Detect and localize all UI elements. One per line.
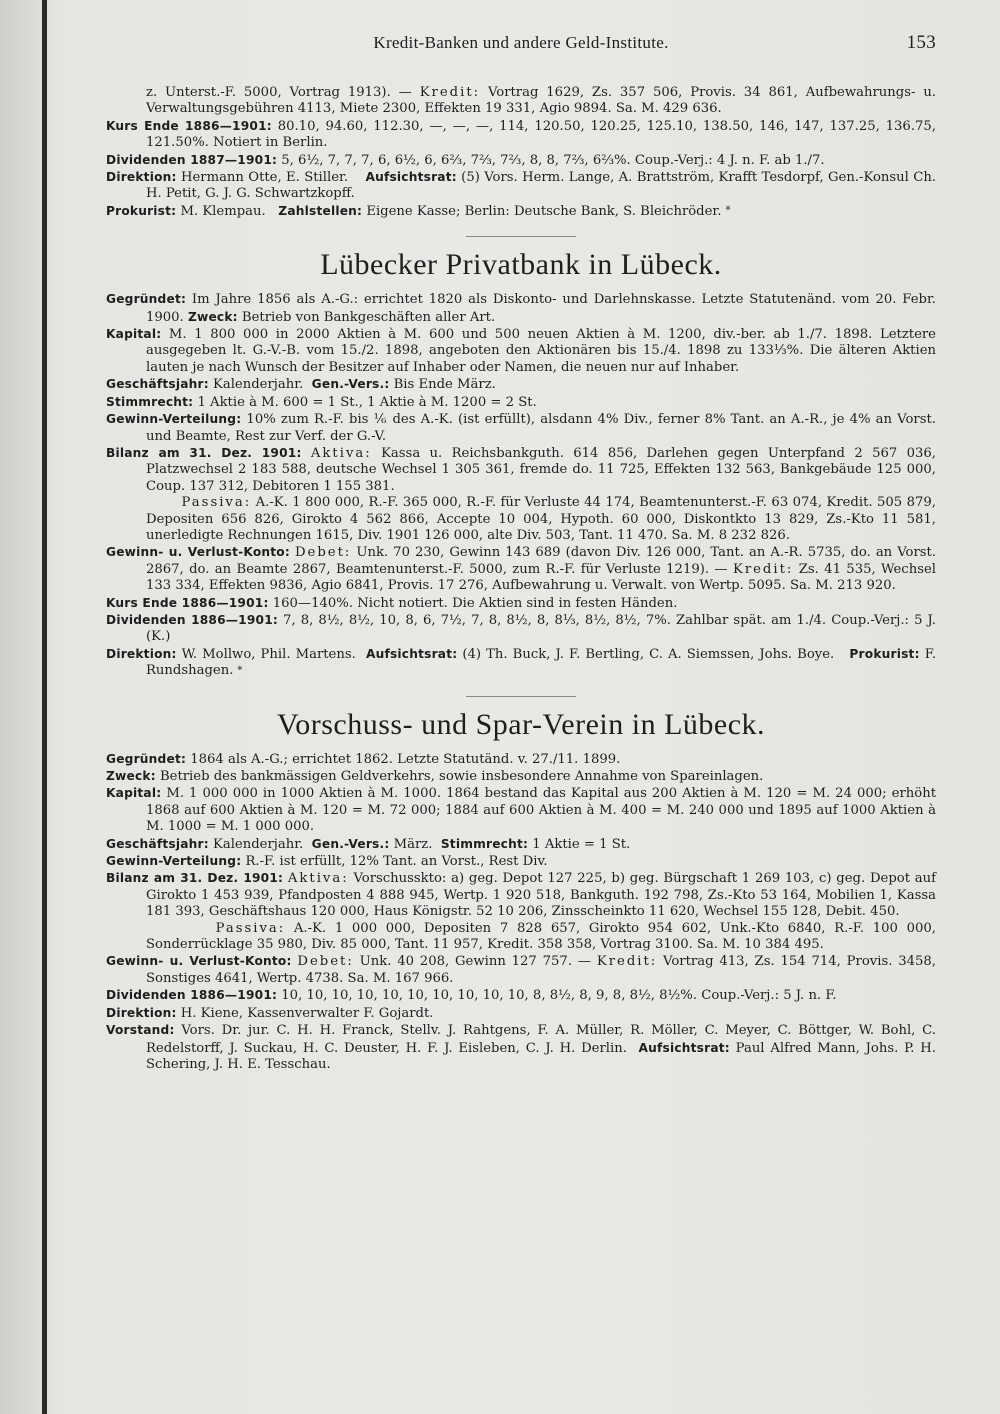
- e1-dividenden: Dividenden 1886—1901: 7, 8, 8½, 8½, 10, 8, 6, 7½, 7, 8, 8½, 8, 8⅓, 8½, 8½, 7%. Zahlbar spät. am 1./4. Coup.-Verj.: 5 J. (K.): [106, 612, 936, 645]
- e1-kapital: Kapital: M. 1 800 000 in 2000 Aktien à M. 600 und 500 neuen Aktien à M. 1200, div.-ber. ab 1./7. 1898. Letztere ausgegeben lt. G.-V.-B. vom 15./2. 1898, angeboten den Aktionären bis 15./4. 1898 zu 133⅓%. Die älteren Aktien lauten je nach Wunsch der Besitzer auf Inhaber oder Namen, die neuen nur auf Inhaber.: [106, 327, 936, 375]
- e1-kurs: Kurs Ende 1886—1901: 160—140%. Nicht notiert. Die Aktien sind in festen Händen.: [106, 595, 678, 611]
- page-number: 153: [906, 32, 936, 53]
- e1-gewinn-verteilung: Gewinn-Verteilung: 10% zum R.-F. bis ⅙ des A.-K. (ist erfüllt), alsdann 4% Div., ferner 8% Tant. an A.-R., je 4% an Vorst. und Beamte, Rest zur Verf. der G.-V.: [106, 412, 936, 444]
- running-head: [106, 32, 936, 63]
- e2-bilanz-aktiva: Bilanz am 31. Dez. 1901: Aktiva: Vorschusskto: a) geg. Depot 127 225, b) geg. Bürgschaft 1 269 103, c) geg. Depot auf Girokto 1 453 939, Pfandposten 4 888 945, Wertp. 1 920 518, Bankguth. 192 798, Zs.-Kto 53 164, Mobilien 1, Kassa 181 393, Geschäftshaus 120 000, Haus Königstr. 52 10 206, Zinsscheinkto 11 620, Wechsel 155 128, Debit. 450.: [106, 871, 936, 920]
- e1-bilanz-passiva: Passiva: A.-K. 1 800 000, R.-F. 365 000, R.-F. für Verluste 44 174, Beamtenunterst.-F. 63 074, Kredit. 505 879, Depositen 656 826, Girokto 4 562 866, Accepte 10 004, Hypoth. 60 000, Diskontkto 13 829, Zs.-Kto 11 581, unerledigte Rechnungen 1615, Div. 1901 126 000, alte Div. 503, Tant. 11 470. Sa. M. 8 232 826.: [146, 495, 936, 543]
- e1-bilanz-aktiva: Bilanz am 31. Dez. 1901: Aktiva: Kassa u. Reichsbankguth. 614 856, Darlehen gegen Unterpfand 2 567 036, Platzwechsel 2 183 588, deutsche Wechsel 1 305 361, fremde do. 11 725, Effekten 132 563, Bankgebäude 125 000, Coup. 137 312, Debitoren 1 155 381.: [106, 445, 936, 494]
- section-divider: [466, 236, 576, 237]
- prev-kredit-text: z. Unterst.-F. 5000, Vortrag 1913). — Kredit: Vortrag 1629, Zs. 357 506, Provis. 34 861, Aufbewahrungs- u. Verwaltungsgebühren 4113, Miete 2300, Effekten 19 331, Agio 9894. Sa. M. 429 636.: [146, 85, 937, 117]
- e2-direktion: Direktion: H. Kiene, Kassenverwalter F. Gojardt.: [106, 1005, 434, 1021]
- entry-title-luebecker-privatbank: Lübecker Privatbank in Lübeck.: [320, 248, 722, 282]
- e1-stimmrecht: Stimmrecht: 1 Aktie à M. 600 = 1 St., 1 Aktie à M. 1200 = 2 St.: [106, 394, 537, 410]
- prev-kurs: Kurs Ende 1886—1901: 80.10, 94.60, 112.30, —, —, —, 114, 120.50, 120.25, 125.10, 138.50, 146, 147, 137.25, 136.75, 121.50%. Notiert in Berlin.: [106, 118, 936, 151]
- e1-geschaeftsjahr: Geschäftsjahr: Kalenderjahr. Gen.-Vers.: Bis Ende März.: [106, 377, 496, 393]
- e2-zweck: Zweck: Betrieb des bankmässigen Geldverkehrs, sowie insbesondere Annahme von Spareinlagen.: [106, 769, 764, 784]
- e2-geschaeftsjahr: Geschäftsjahr: Kalenderjahr. Gen.-Vers.: März. Stimmrecht: 1 Aktie = 1 St.: [106, 836, 631, 852]
- e2-gegruendet: Gegründet: 1864 als A.-G.; errichtet 1862. Letzte Statutänd. v. 27./11. 1899.: [106, 751, 621, 767]
- e1-gegruendet: Gegründet: Im Jahre 1856 als A.-G.: errichtet 1820 als Diskonto- und Darlehnskasse. Letzte Statutenänd. vom 20. Febr. 1900. Zweck: Betrieb von Bankgeschäften aller Art.: [106, 292, 936, 325]
- e2-gewinn-verlust: Gewinn- u. Verlust-Konto: Debet: Unk. 40 208, Gewinn 127 757. — Kredit: Vortrag 413, Zs. 154 714, Provis. 3458, Sonstiges 4641, Wertp. 4738. Sa. M. 167 966.: [106, 954, 936, 986]
- entry-title-vorschuss-verein: Vorschuss- und Spar-Verein in Lübeck.: [276, 707, 766, 741]
- running-head-title: Kredit-Banken und andere Geld-Institute.: [373, 33, 669, 52]
- e2-gewinn-verteilung: Gewinn-Verteilung: R.-F. ist erfüllt, 12% Tant. an Vorst., Rest Div.: [106, 854, 548, 870]
- binding-rule: [42, 0, 47, 1414]
- section-divider: [466, 696, 576, 697]
- prev-dividenden: Dividenden 1887—1901: 5, 6½, 7, 7, 7, 6, 6½, 6, 6⅔, 7⅔, 7⅔, 8, 8, 7⅔, 6⅔%. Coup.-Verj.: 4 J. n. F. ab 1./7.: [106, 152, 825, 168]
- e2-vorstand: Vorstand: Vors. Dr. jur. C. H. H. Franck, Stellv. J. Rahtgens, F. A. Müller, R. Möller, C. Meyer, C. Böttger, W. Bohl, C. Redelstorff, J. Suckau, H. C. Deuster, H. F. J. Eisleben, C. J. H. Derlin. Aufsichtsrat: Paul Alfred Mann, Johs. P. H. Schering, J. H. E. Tesschau.: [106, 1023, 936, 1072]
- e2-dividenden: Dividenden 1886—1901: 10, 10, 10, 10, 10, 10, 10, 10, 10, 10, 8, 8½, 8, 9, 8, 8½, 8½%. Coup.-Verj.: 5 J. n. F.: [106, 988, 837, 1004]
- page-content: [106, 32, 937, 1073]
- e1-direktion: Direktion: W. Mollwo, Phil. Martens. Aufsichtsrat: (4) Th. Buck, J. F. Bertling, C. A. Siemssen, Johs. Boye. Prokurist: F. Rundshagen. *: [106, 646, 937, 679]
- prev-prokurist: Prokurist: M. Klempau. Zahlstellen: Eigene Kasse; Berlin: Deutsche Bank, S. Bleichröder. *: [106, 203, 731, 219]
- e2-kapital: Kapital: M. 1 000 000 in 1000 Aktien à M. 1000. 1864 bestand das Kapital aus 200 Aktien à M. 120 = M. 24 000; erhöht 1868 auf 600 Aktien à M. 120 = M. 72 000; 1884 auf 600 Aktien à M. 400 = M. 240 000 und 1895 auf 1000 Aktien à M. 1000 = M. 1 000 000.: [106, 786, 936, 835]
- e1-gewinn-verlust: Gewinn- u. Verlust-Konto: Debet: Unk. 70 230, Gewinn 143 689 (davon Div. 126 000, Tant. an A.-R. 5735, do. an Vorst. 2867, do. an Beamte 2867, Beamtenunterst.-F. 5000, zum R.-F. für Verluste 1219). — Kredit: Zs. 41 535, Wechsel 133 334, Effekten 9836, Agio 6841, Provis. 17 276, Aufbewahrung u. Verwalt. von Wertp. 5095. Sa. M. 213 920.: [106, 545, 937, 594]
- e2-bilanz-passiva: Passiva: A.-K. 1 000 000, Depositen 7 828 657, Girokto 954 602, Unk.-Kto 6840, R.-F. 100 000, Sonderrücklage 35 980, Div. 85 000, Tant. 11 957, Kredit. 358 358, Vortrag 3100. Sa. M. 10 384 495.: [146, 920, 936, 953]
- prev-direktion: Direktion: Hermann Otte, E. Stiller. Aufsichtsrat: (5) Vors. Herm. Lange, A. Brattström, Krafft Tesdorpf, Gen.-Konsul Ch. H. Petit, G. J. G. Schwartzkopff.: [106, 170, 936, 202]
